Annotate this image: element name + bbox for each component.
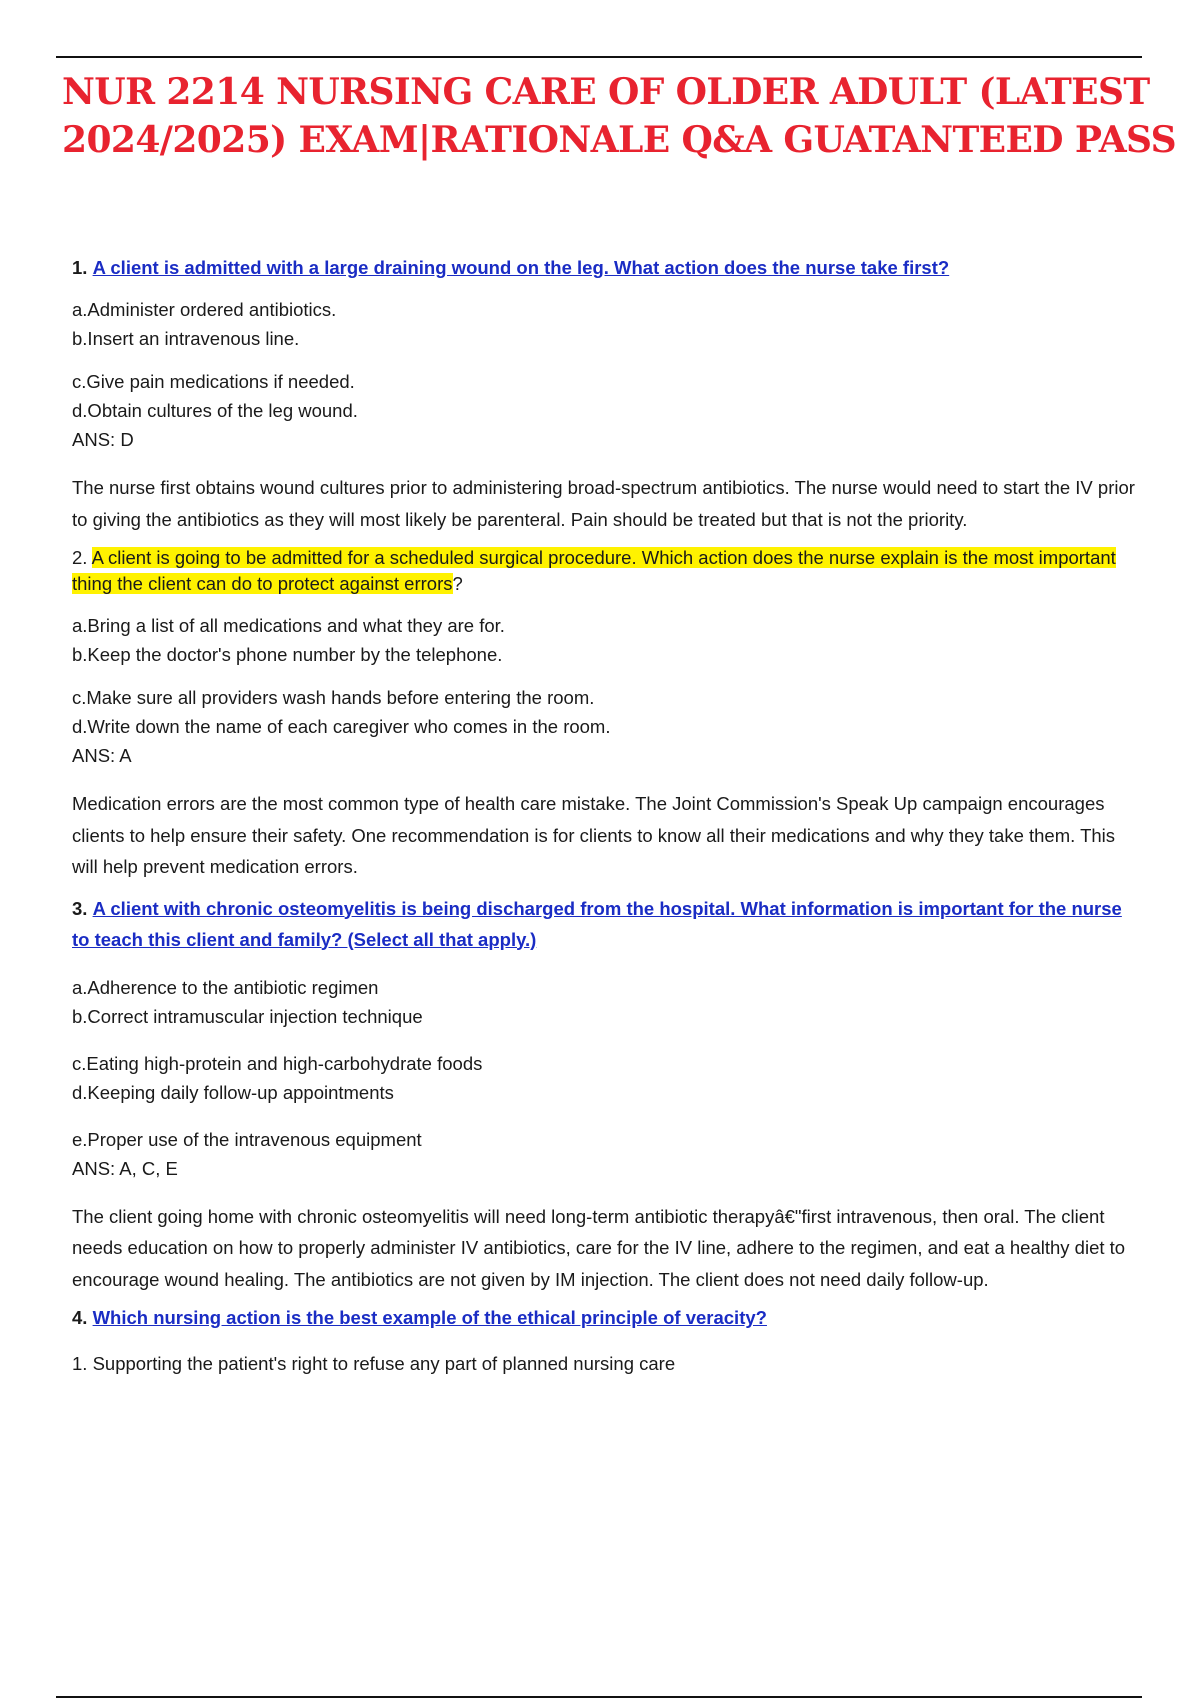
option-group bbox=[72, 973, 1142, 1031]
answer: ANS: A bbox=[72, 745, 132, 766]
answer: ANS: A, C, E bbox=[72, 1157, 178, 1179]
question-1 bbox=[72, 255, 1142, 535]
option-d: d.Write down the name of each caregiver who comes in the room. bbox=[72, 716, 611, 737]
question-4 bbox=[72, 1305, 1142, 1378]
rationale-text: Medication errors are the most common type of health care mistake. The Joint Commission's Speak Up campaign encourages clients to help ensure their safety. One recommendation is for clients to know all their medications and why they take them. This will help prevent medication errors. bbox=[72, 793, 1116, 877]
question-stem bbox=[72, 893, 1142, 955]
rationale bbox=[72, 472, 1142, 535]
question-number: 2. bbox=[72, 547, 88, 568]
question-stem bbox=[72, 255, 1142, 281]
question-number: 1. bbox=[72, 257, 88, 278]
option-group bbox=[72, 1349, 1142, 1378]
document-title bbox=[62, 68, 1177, 164]
option-b: b.Keep the doctor's phone number by the telephone. bbox=[72, 644, 503, 665]
bottom-rule bbox=[56, 1696, 1142, 1698]
question-number: 3. bbox=[72, 897, 88, 919]
option-a: a.Adherence to the antibiotic regimen bbox=[72, 976, 379, 998]
question-3 bbox=[72, 893, 1142, 1296]
option-b: b.Insert an intravenous line. bbox=[72, 328, 300, 349]
top-rule bbox=[56, 56, 1142, 58]
question-stem bbox=[72, 1305, 1142, 1331]
question-2 bbox=[72, 545, 1142, 883]
title-line-2: 2024/2025) EXAM|RATIONALE Q&A GUATANTEED PASS bbox=[62, 119, 1177, 161]
question-link[interactable]: Which nursing action is the best example of the ethical principle of veracity? bbox=[92, 1307, 767, 1328]
option-group bbox=[72, 611, 1142, 669]
question-link[interactable]: A client with chronic osteomyelitis is being discharged from the hospital. What information is important for the nurse to teach this client and family? (Select all that apply.) bbox=[72, 897, 1122, 950]
rationale bbox=[72, 788, 1142, 883]
option-c: c.Make sure all providers wash hands before entering the room. bbox=[72, 687, 595, 708]
option-b: b.Correct intramuscular injection technique bbox=[72, 1005, 423, 1027]
option-e: e.Proper use of the intravenous equipment bbox=[72, 1128, 422, 1150]
option-group bbox=[72, 683, 1142, 770]
question-number: 4. bbox=[72, 1307, 88, 1328]
option-group bbox=[72, 1125, 1142, 1183]
option-group bbox=[72, 1049, 1142, 1107]
option-group bbox=[72, 295, 1142, 353]
option-d: d.Keeping daily follow-up appointments bbox=[72, 1081, 394, 1103]
question-stem bbox=[72, 545, 1142, 597]
question-suffix: ? bbox=[452, 573, 463, 594]
option-group bbox=[72, 367, 1142, 454]
answer: ANS: D bbox=[72, 429, 134, 450]
rationale bbox=[72, 1201, 1142, 1296]
title-line-1: NUR 2214 NURSING CARE OF OLDER ADULT (LATEST bbox=[62, 71, 1150, 113]
rationale-text: The nurse first obtains wound cultures prior to administering broad-spectrum antibiotics. The nurse would need to start the IV prior to giving the antibiotics as they will most likely be parenteral. Pain should be treated but that is not the priority. bbox=[72, 477, 1135, 530]
option-a: a.Bring a list of all medications and what they are for. bbox=[72, 615, 505, 636]
option-1: 1. Supporting the patient's right to refuse any part of planned nursing care bbox=[72, 1353, 676, 1374]
rationale-text: The client going home with chronic osteomyelitis will need long-term antibiotic therapyâ€"first intravenous, then oral. The client needs education on how to properly administer IV antibiotics, care for the IV line, adhere to the regimen, and eat a healthy diet to encourage wound healing. The antibiotics are not given by IM injection. The client does not need daily follow-up. bbox=[72, 1205, 1126, 1290]
option-d: d.Obtain cultures of the leg wound. bbox=[72, 400, 358, 421]
option-c: c.Give pain medications if needed. bbox=[72, 371, 355, 392]
option-a: a.Administer ordered antibiotics. bbox=[72, 299, 337, 320]
highlighted-question-text: A client is going to be admitted for a scheduled surgical procedure. Which action does the nurse explain is the most important thing the client can do to protect against errors bbox=[72, 547, 1116, 594]
exam-content bbox=[72, 255, 1142, 1378]
option-c: c.Eating high-protein and high-carbohydrate foods bbox=[72, 1052, 483, 1074]
question-link[interactable]: A client is admitted with a large draining wound on the leg. What action does the nurse take first? bbox=[92, 257, 950, 278]
